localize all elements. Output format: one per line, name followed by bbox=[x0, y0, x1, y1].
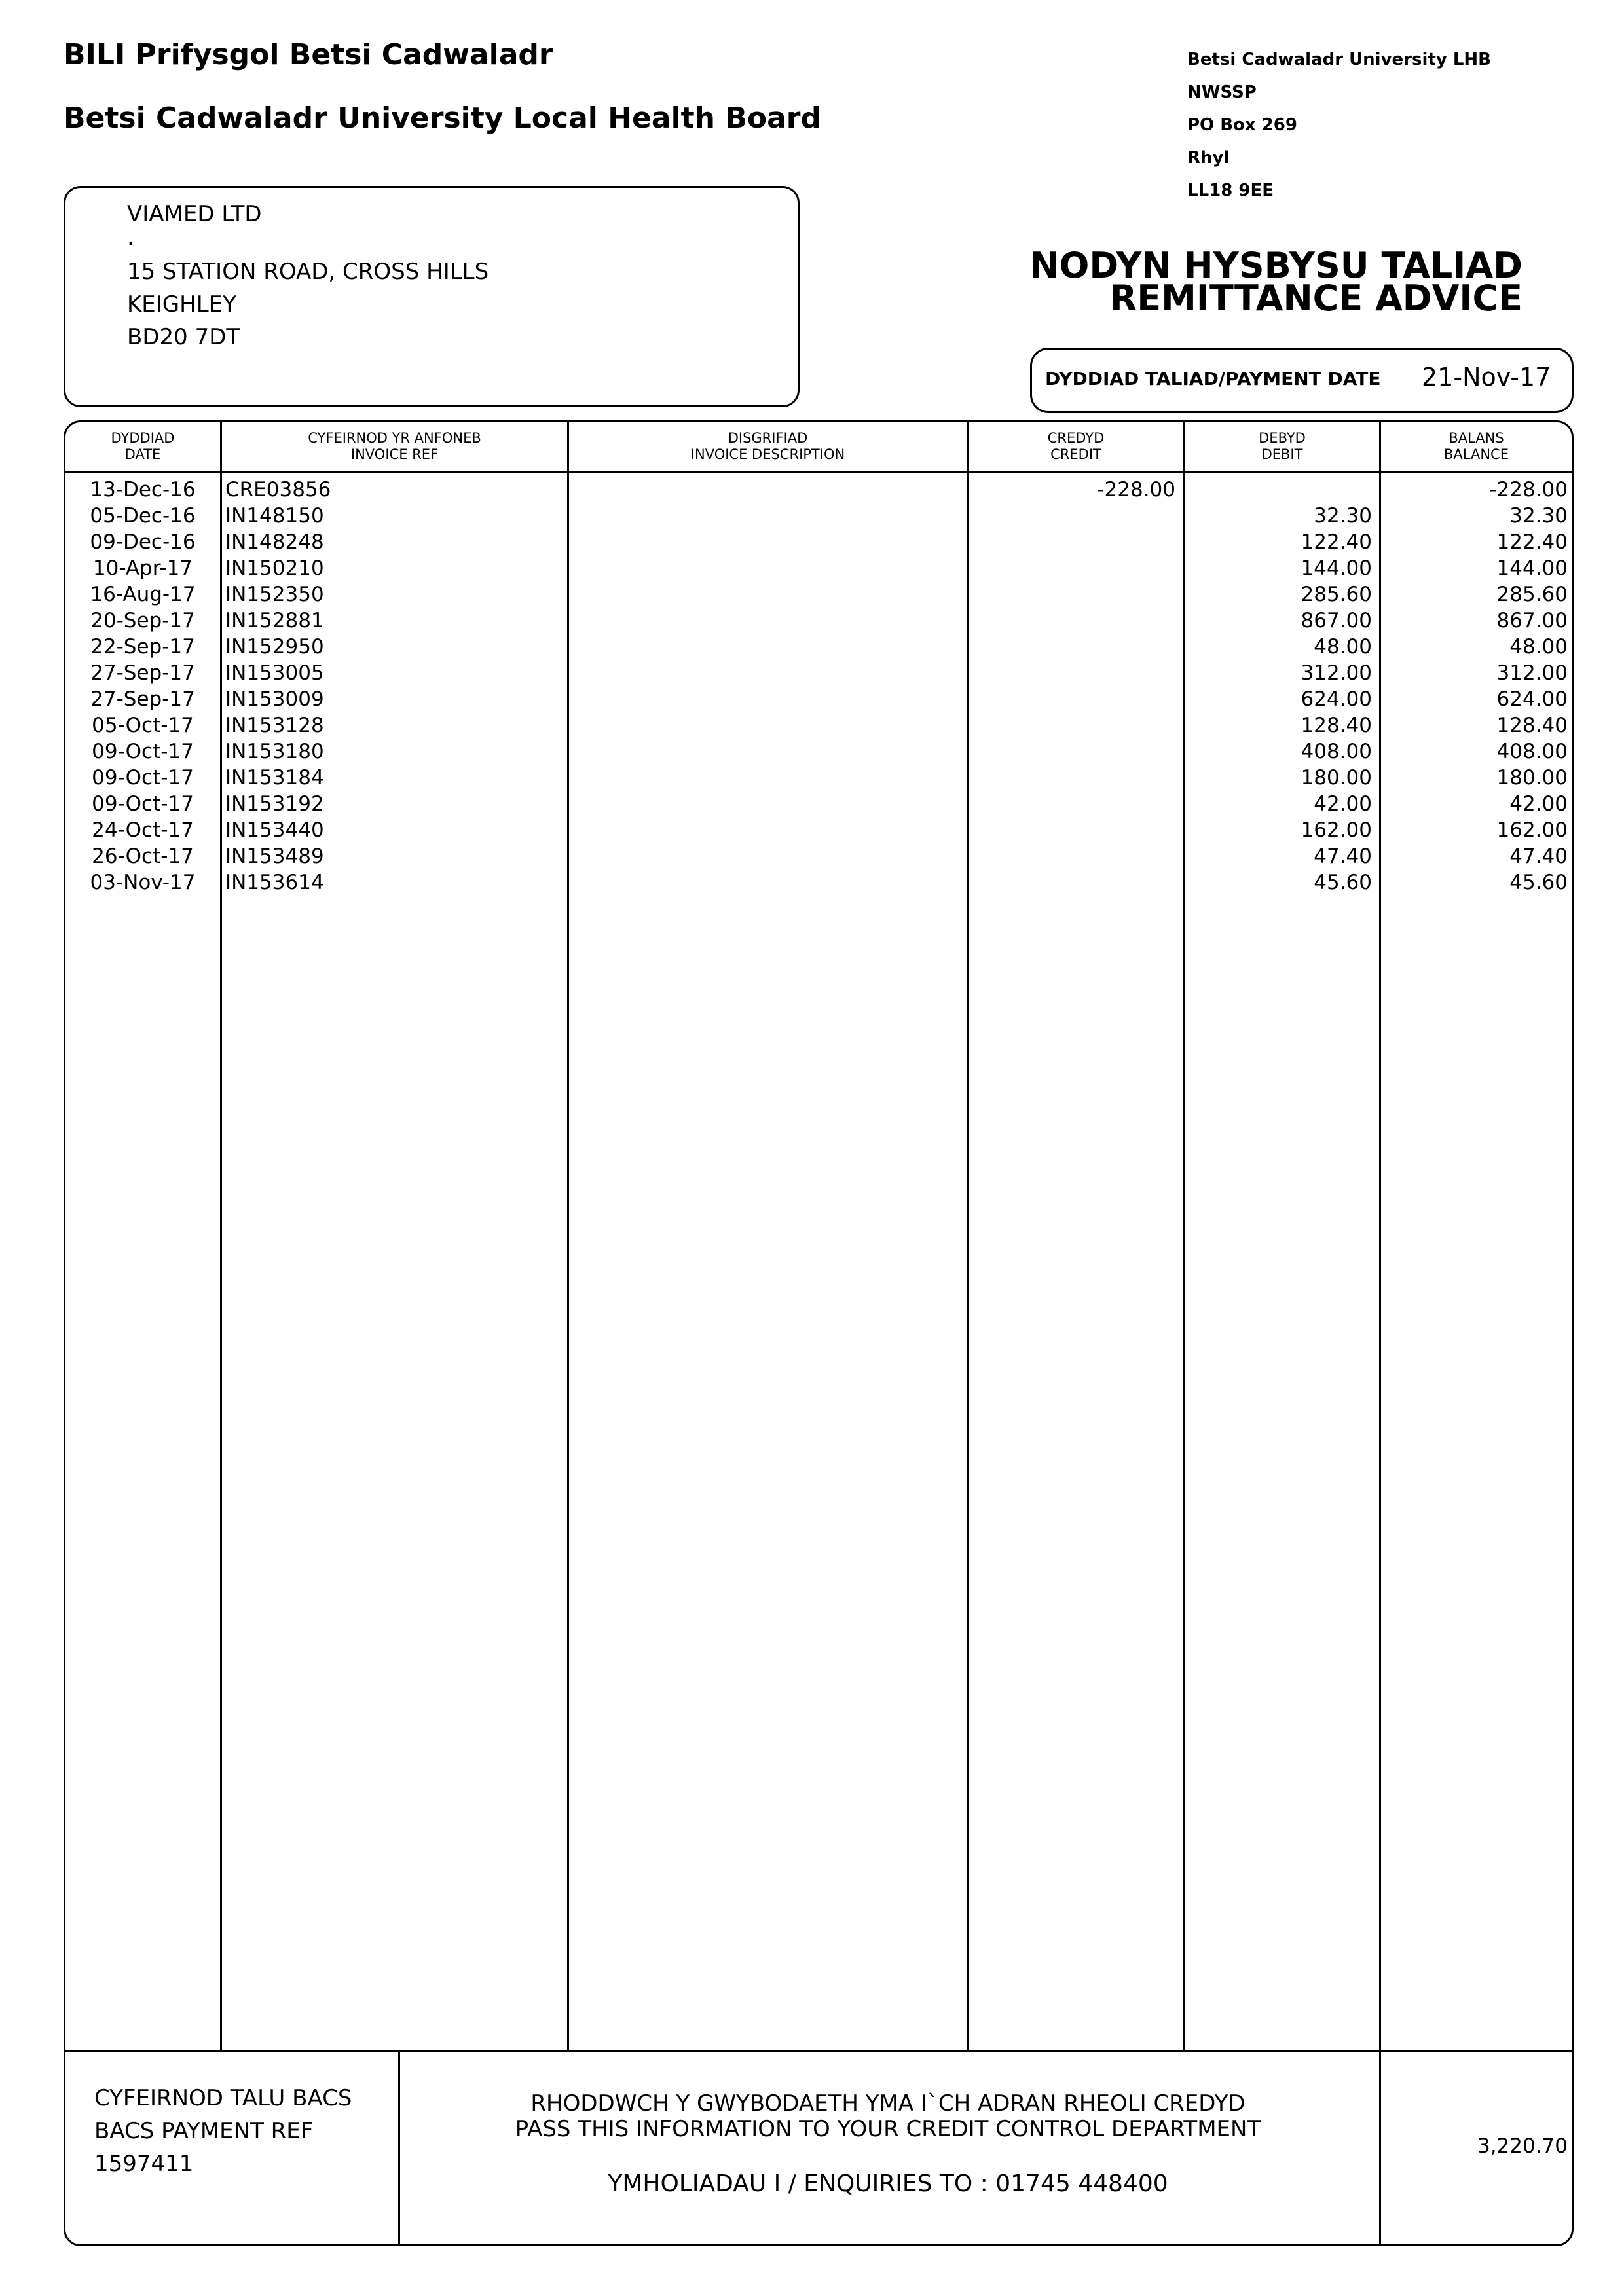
cell-date: 20-Sep-17 bbox=[90, 609, 195, 632]
bacs-label-english: BACS PAYMENT REF bbox=[94, 2118, 314, 2144]
cell-date: 10-Apr-17 bbox=[92, 556, 193, 580]
column-header-balance bbox=[1381, 430, 1572, 463]
sender-address-line: PO Box 269 bbox=[1187, 115, 1297, 135]
table-row bbox=[65, 869, 1572, 896]
cell-debit: 32.30 bbox=[1314, 504, 1372, 528]
cell-balance: 45.60 bbox=[1509, 871, 1568, 894]
recipient-line: . bbox=[127, 225, 134, 251]
footer-column-divider bbox=[398, 2050, 400, 2246]
cell-debit: 48.00 bbox=[1314, 635, 1372, 659]
document-title-english: REMITTANCE ADVICE bbox=[1109, 278, 1522, 319]
column-header-welsh: BALANS bbox=[1449, 430, 1504, 446]
cell-date: 13-Dec-16 bbox=[90, 478, 196, 501]
cell-debit: 624.00 bbox=[1301, 687, 1372, 711]
recipient-line: 15 STATION ROAD, CROSS HILLS bbox=[127, 259, 489, 285]
cell-balance: 867.00 bbox=[1496, 609, 1568, 632]
recipient-line: VIAMED LTD bbox=[127, 201, 262, 227]
sender-address-line: LL18 9EE bbox=[1187, 181, 1274, 200]
table-row bbox=[65, 765, 1572, 791]
column-header-welsh: CREDYD bbox=[1047, 430, 1105, 446]
payment-total: 3,220.70 bbox=[1477, 2134, 1568, 2158]
header-divider bbox=[65, 471, 1572, 473]
cell-invoice-ref: IN152881 bbox=[225, 609, 324, 632]
bacs-label-welsh: CYFEIRNOD TALU BACS bbox=[94, 2085, 352, 2111]
cell-invoice-ref: IN153440 bbox=[225, 818, 324, 842]
column-header-welsh: DYDDIAD bbox=[111, 430, 175, 446]
remittance-table bbox=[64, 420, 1574, 2246]
column-header-english: INVOICE DESCRIPTION bbox=[690, 446, 845, 462]
column-header-english: CREDIT bbox=[1050, 446, 1101, 462]
cell-date: 09-Oct-17 bbox=[92, 792, 194, 816]
cell-balance: 624.00 bbox=[1496, 687, 1568, 711]
column-header-description bbox=[569, 430, 967, 463]
column-header-english: DEBIT bbox=[1261, 446, 1303, 462]
table-row bbox=[65, 581, 1572, 608]
cell-invoice-ref: IN148248 bbox=[225, 530, 324, 554]
table-row bbox=[65, 477, 1572, 503]
cell-date: 27-Sep-17 bbox=[90, 661, 195, 685]
column-header-date bbox=[65, 430, 220, 463]
bacs-payment-ref: 1597411 bbox=[94, 2151, 194, 2177]
recipient-line: KEIGHLEY bbox=[127, 291, 236, 318]
cell-date: 09-Dec-16 bbox=[90, 530, 196, 554]
cell-invoice-ref: IN153005 bbox=[225, 661, 324, 685]
cell-debit: 312.00 bbox=[1301, 661, 1372, 685]
cell-date: 27-Sep-17 bbox=[90, 687, 195, 711]
cell-balance: 47.40 bbox=[1509, 845, 1568, 868]
table-row bbox=[65, 608, 1572, 634]
cell-invoice-ref: IN152350 bbox=[225, 583, 324, 606]
payment-date-value: 21-Nov-17 bbox=[1422, 363, 1551, 392]
cell-date: 03-Nov-17 bbox=[90, 871, 196, 894]
cell-balance: 285.60 bbox=[1496, 583, 1568, 606]
enquiries-line: YMHOLIADAU I / ENQUIRIES TO : 01745 448400 bbox=[608, 2170, 1168, 2197]
sender-address-line: NWSSP bbox=[1187, 82, 1257, 102]
cell-date: 16-Aug-17 bbox=[90, 583, 196, 606]
table-row bbox=[65, 503, 1572, 529]
table-row bbox=[65, 817, 1572, 843]
table-row bbox=[65, 555, 1572, 581]
cell-balance: 180.00 bbox=[1496, 766, 1568, 790]
column-header-credit bbox=[969, 430, 1183, 463]
cell-balance: 128.40 bbox=[1496, 714, 1568, 737]
cell-debit: 47.40 bbox=[1314, 845, 1372, 868]
column-header-english: DATE bbox=[124, 446, 161, 462]
cell-date: 22-Sep-17 bbox=[90, 635, 195, 659]
column-header-english: INVOICE REF bbox=[350, 446, 439, 462]
cell-date: 24-Oct-17 bbox=[92, 818, 194, 842]
table-row bbox=[65, 686, 1572, 712]
cell-balance: 408.00 bbox=[1496, 740, 1568, 763]
recipient-line: BD20 7DT bbox=[127, 324, 240, 350]
cell-invoice-ref: IN153009 bbox=[225, 687, 324, 711]
table-row bbox=[65, 712, 1572, 738]
table-row bbox=[65, 660, 1572, 686]
column-header-welsh: CYFEIRNOD YR ANFONEB bbox=[308, 430, 481, 446]
cell-date: 05-Oct-17 bbox=[92, 714, 194, 737]
footer-divider bbox=[65, 2050, 1572, 2052]
cell-credit: -228.00 bbox=[1097, 478, 1175, 501]
cell-invoice-ref: IN153180 bbox=[225, 740, 324, 763]
recipient-address-box bbox=[64, 186, 800, 407]
cell-invoice-ref: IN148150 bbox=[225, 504, 324, 528]
payment-date-label: DYDDIAD TALIAD/PAYMENT DATE bbox=[1045, 368, 1381, 390]
cell-date: 09-Oct-17 bbox=[92, 766, 194, 790]
cell-debit: 122.40 bbox=[1301, 530, 1372, 554]
cell-balance: 32.30 bbox=[1509, 504, 1568, 528]
org-name-english: Betsi Cadwaladr University Local Health Board bbox=[64, 101, 821, 135]
notice-english: PASS THIS INFORMATION TO YOUR CREDIT CONTROL DEPARTMENT bbox=[515, 2116, 1261, 2142]
column-header-debit bbox=[1185, 430, 1379, 463]
cell-debit: 144.00 bbox=[1301, 556, 1372, 580]
cell-invoice-ref: IN152950 bbox=[225, 635, 324, 659]
cell-date: 05-Dec-16 bbox=[90, 504, 196, 528]
cell-debit: 128.40 bbox=[1301, 714, 1372, 737]
column-header-invoice-ref bbox=[222, 430, 567, 463]
cell-date: 26-Oct-17 bbox=[92, 845, 194, 868]
sender-address-line: Rhyl bbox=[1187, 148, 1230, 168]
cell-invoice-ref: IN150210 bbox=[225, 556, 324, 580]
cell-balance: -228.00 bbox=[1489, 478, 1568, 501]
cell-invoice-ref: IN153614 bbox=[225, 871, 324, 894]
cell-debit: 867.00 bbox=[1301, 609, 1372, 632]
payment-date-box bbox=[1030, 348, 1574, 413]
cell-balance: 144.00 bbox=[1496, 556, 1568, 580]
cell-invoice-ref: CRE03856 bbox=[225, 478, 331, 501]
table-row bbox=[65, 634, 1572, 660]
cell-debit: 408.00 bbox=[1301, 740, 1372, 763]
cell-balance: 312.00 bbox=[1496, 661, 1568, 685]
notice-welsh: RHODDWCH Y GWYBODAETH YMA I`CH ADRAN RHEOLI CREDYD bbox=[530, 2090, 1246, 2117]
cell-balance: 162.00 bbox=[1496, 818, 1568, 842]
table-row bbox=[65, 791, 1572, 817]
column-header-english: BALANCE bbox=[1444, 446, 1509, 462]
cell-invoice-ref: IN153184 bbox=[225, 766, 324, 790]
org-name-welsh: BILI Prifysgol Betsi Cadwaladr bbox=[64, 38, 553, 71]
cell-balance: 42.00 bbox=[1509, 792, 1568, 816]
cell-invoice-ref: IN153128 bbox=[225, 714, 324, 737]
column-header-welsh: DEBYD bbox=[1259, 430, 1306, 446]
table-row bbox=[65, 738, 1572, 765]
cell-invoice-ref: IN153192 bbox=[225, 792, 324, 816]
cell-debit: 285.60 bbox=[1301, 583, 1372, 606]
cell-debit: 42.00 bbox=[1314, 792, 1372, 816]
table-row bbox=[65, 843, 1572, 869]
column-header-welsh: DISGRIFIAD bbox=[728, 430, 808, 446]
sender-address bbox=[1187, 43, 1491, 207]
footer-column-divider bbox=[1379, 2050, 1381, 2246]
cell-debit: 180.00 bbox=[1301, 766, 1372, 790]
cell-balance: 48.00 bbox=[1509, 635, 1568, 659]
cell-date: 09-Oct-17 bbox=[92, 740, 194, 763]
cell-balance: 122.40 bbox=[1496, 530, 1568, 554]
table-row bbox=[65, 529, 1572, 555]
cell-invoice-ref: IN153489 bbox=[225, 845, 324, 868]
cell-debit: 162.00 bbox=[1301, 818, 1372, 842]
cell-debit: 45.60 bbox=[1314, 871, 1372, 894]
sender-address-line: Betsi Cadwaladr University LHB bbox=[1187, 50, 1491, 69]
document-title-welsh: NODYN HYSBYSU TALIAD bbox=[1029, 245, 1522, 286]
